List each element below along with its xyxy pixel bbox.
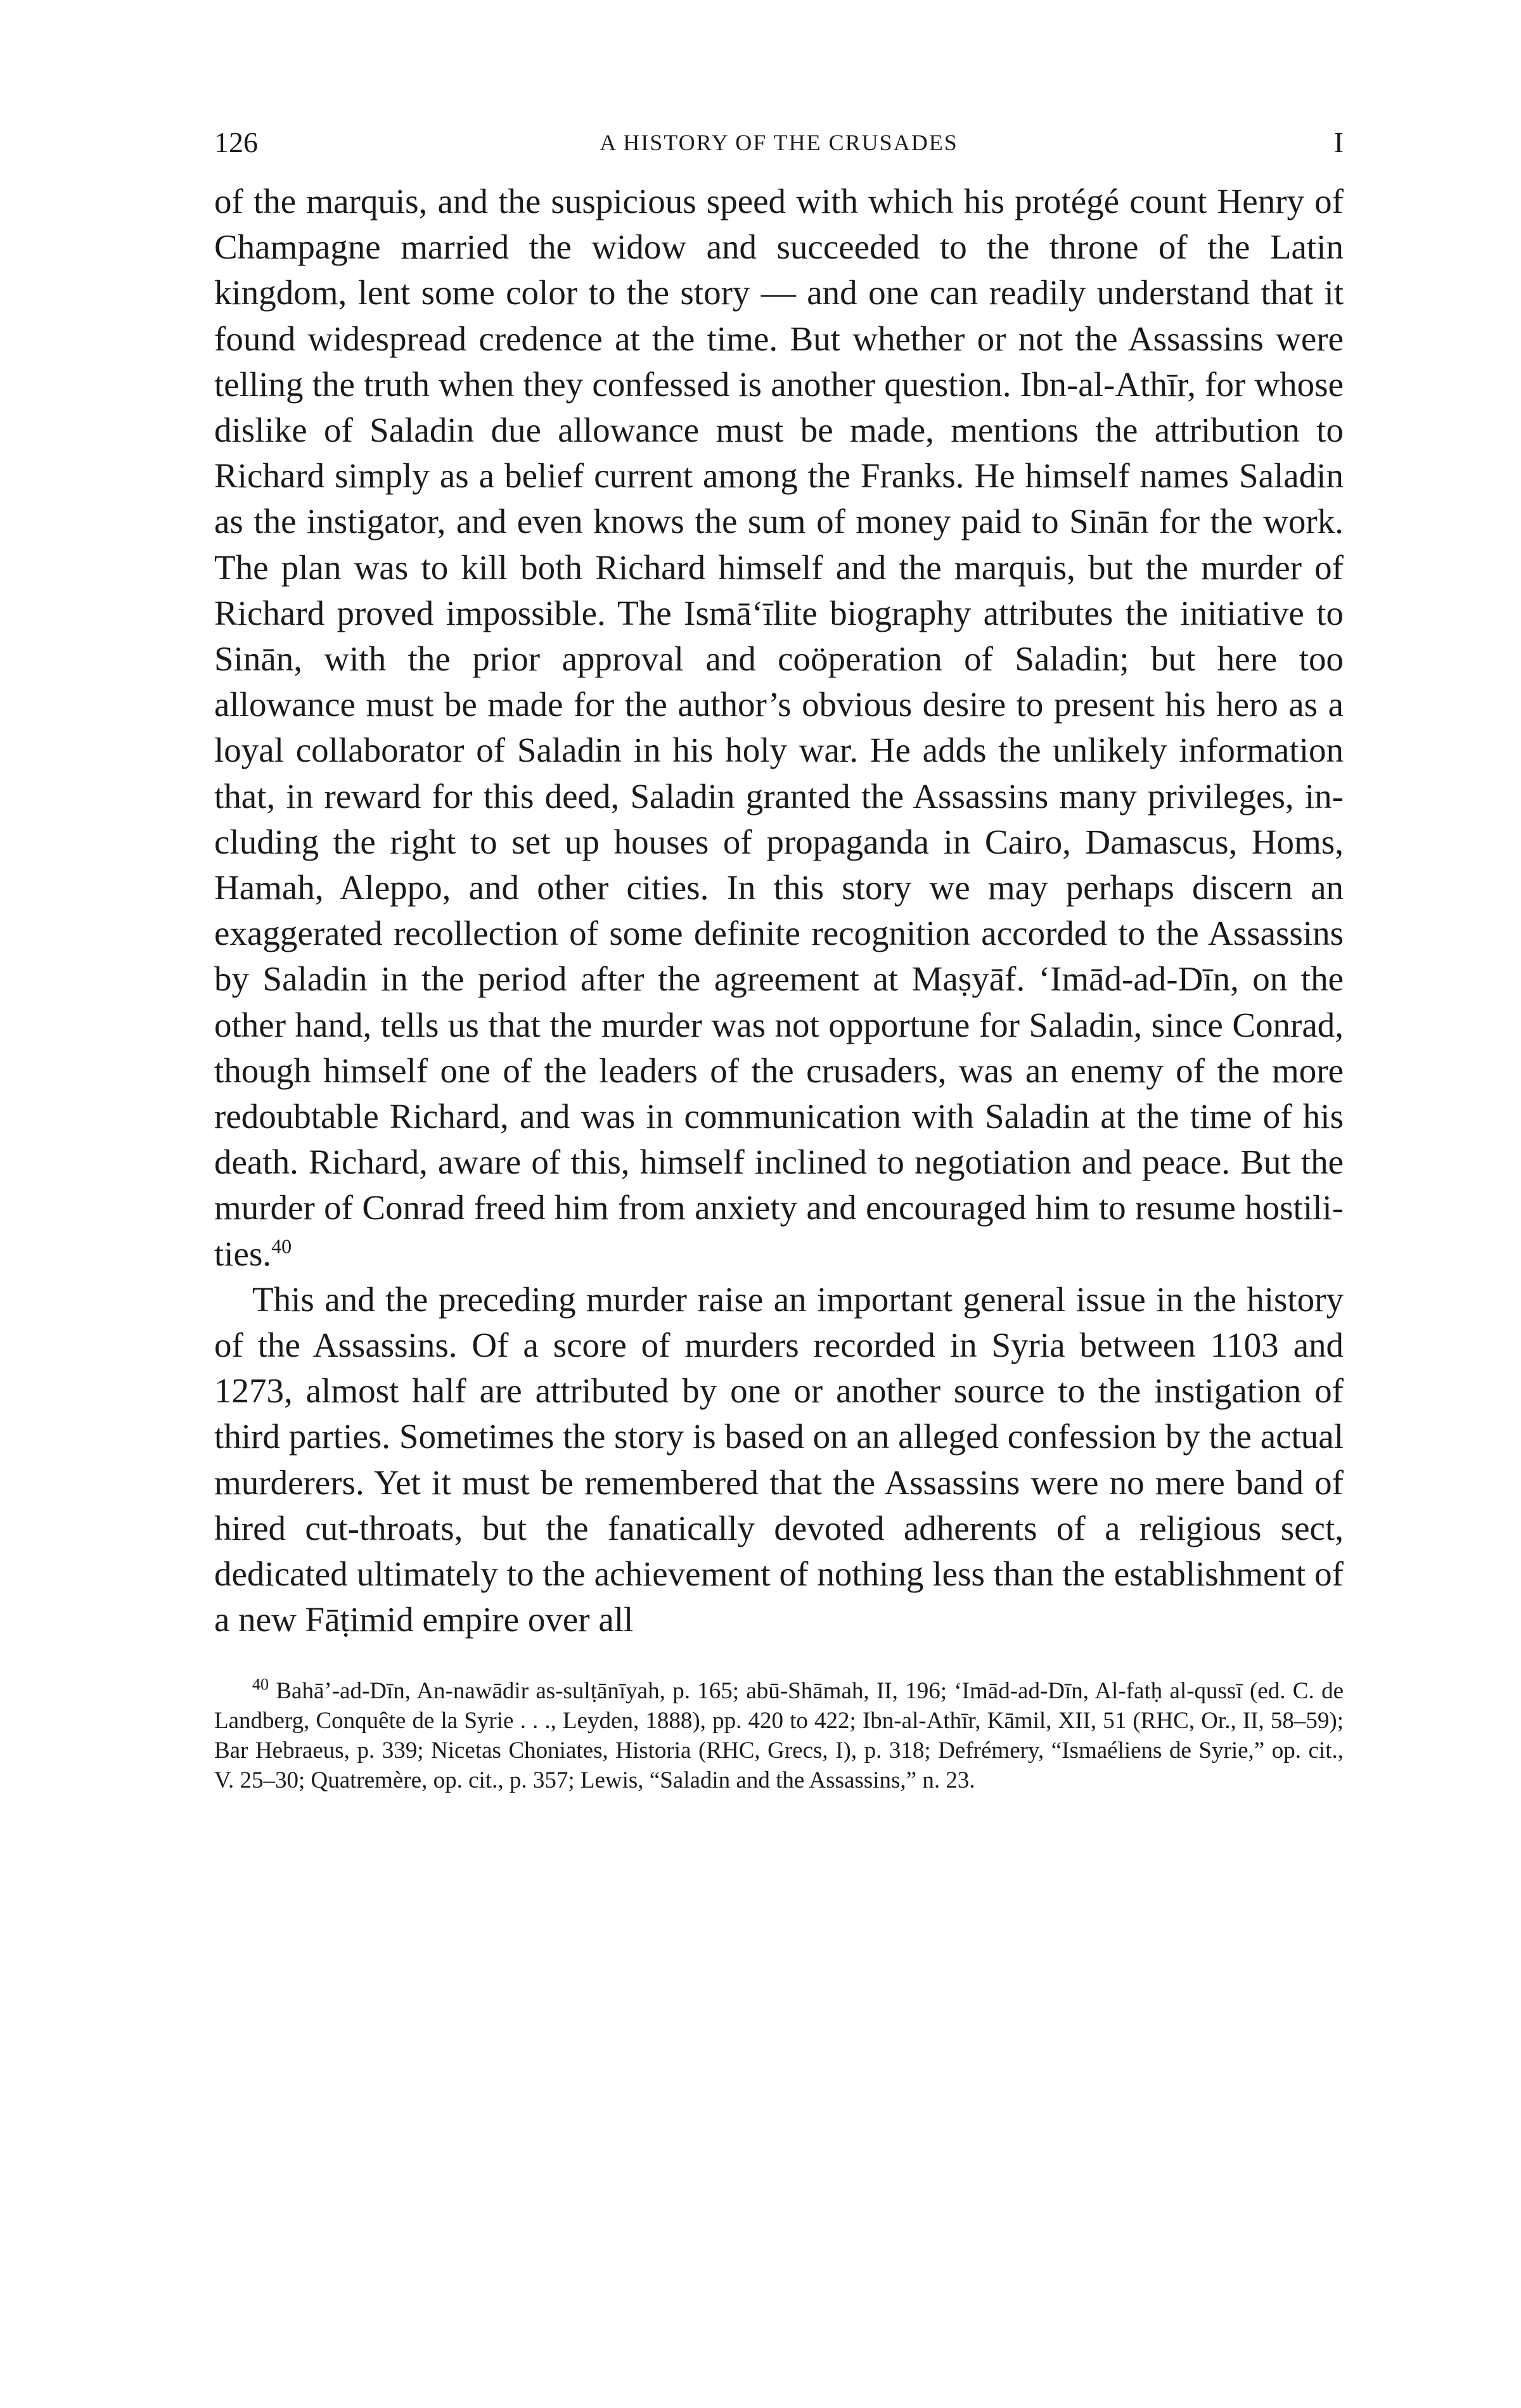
footnote [214, 1676, 1344, 1795]
running-header [214, 120, 1344, 165]
main-text [214, 179, 1344, 1643]
chapter-marker: I [1333, 126, 1344, 158]
footnotes [214, 1676, 1344, 1795]
footnote-marker: 40 [252, 1675, 269, 1694]
paragraph [214, 179, 1344, 1277]
running-title: A HISTORY OF THE CRUSADES [600, 130, 958, 155]
footnote-text: Bahā’-ad-Dīn, An-nawādir as-sulṭānīyah, p. 165; abū-Shāmah, II, 196; ‘Imād-ad-Dīn, Al-fatḥ al-qussī (ed. C. de Landberg, Conquête de la Syrie . . ., Leyden, 1888), pp. 420 to 422; Ibn-al-Athīr, Kāmil, XII, 51 (RHC, Or., II, 58–59); Bar Hebraeus, p. 339; Nicetas Choniates, Historia (RHC, Grecs, I), p. 318; Defrémery, “Ismaéliens de Syrie,” op. cit., V. 25–30; Quatremère, op. cit., p. 357; Lewis, “Saladin and the Assassins,” n. 23. [214, 1677, 1344, 1793]
paragraph-text: This and the preceding murder raise an important general issue in the history of the Assassins. Of a score of murders recorded in Syria between 1103 and 1273, almost half are attributed by one or another source to the instigation of third parties. Sometimes the story is based on an alleged confession by the actual murderers. Yet it must be remembered that the Assassins were no mere band of hired cut-throats, but the fanatically devoted adherents of a religious sect, dedicated ultimately to the achievement of nothing less than the establishment of a new Fāṭimid empire over all [214, 1279, 1344, 1639]
paragraph [214, 1277, 1344, 1643]
footnote-reference: 40 [271, 1234, 292, 1258]
book-page [214, 120, 1344, 1795]
paragraph-text: of the marquis, and the suspicious speed with which his protégé count Henry of Champagne married the widow and succeeded to the throne of the Latin kingdom, lent some color to the story — and one can readily understand that it found widespread credence at the time. But whether or not the Assassins were telling the truth when they confessed is another question. Ibn-al-Athīr, for whose dislike of Saladin due allowance must be made, mentions the attribution to Richard simply as a belief current among the Franks. He himself names Saladin as the instigator, and even knows the sum of money paid to Sinān for the work. The plan was to kill both Richard himself and the marquis, but the murder of Richard proved impossible. The Ismā‘īlite biography attributes the initiative to Sinān, with the prior approval and coöperation of Saladin; but here too allowance must be made for the author’s obvious desire to present his hero as a loyal collaborator of Saladin in his holy war. He adds the unlikely information that, in reward for this deed, Saladin granted the Assassins many privileges, including the right to set up houses of propaganda in Cairo, Damascus, Homs, Hamah, Aleppo, and other cities. In this story we may perhaps discern an exaggerated recollection of some definite recognition accorded to the Assassins by Saladin in the period after the agreement at Maṣyāf. ‘Imād-ad-Dīn, on the other hand, tells us that the murder was not opportune for Saladin, since Conrad, though himself one of the leaders of the crusaders, was an enemy of the more redoubtable Richard, and was in communication with Saladin at the time of his death. Richard, aware of this, himself inclined to negotiation and peace. But the murder of Conrad freed him from anxiety and encouraged him to resume hostilities. [214, 182, 1344, 1273]
page-number: 126 [214, 126, 258, 158]
